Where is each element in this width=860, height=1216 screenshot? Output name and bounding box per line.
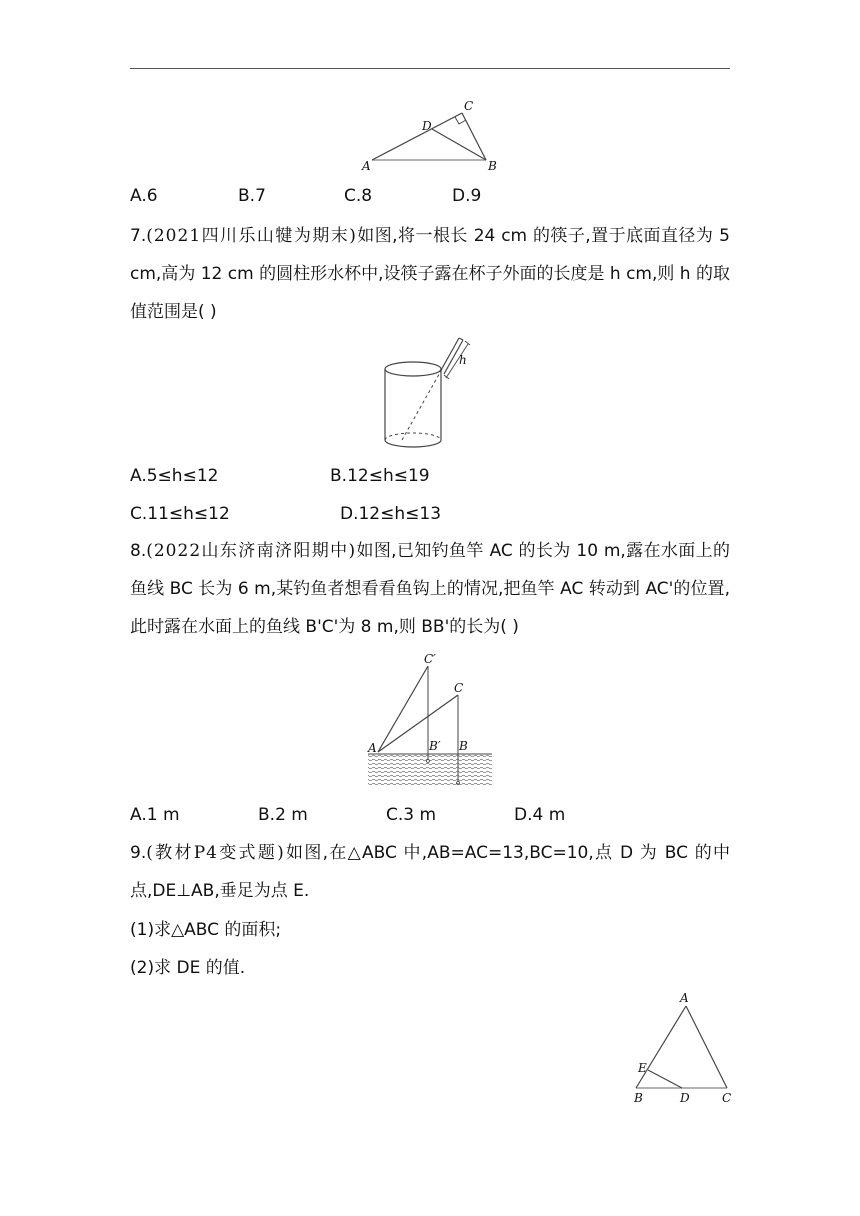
q9-number: 9. — [130, 843, 147, 863]
q9-label-d: D — [680, 1091, 690, 1105]
q7-options-row2 — [130, 502, 730, 526]
q7-text: 如图,将一根长 24 cm 的筷子,置于底面直径为 5 cm,高为 12 cm 的圆柱形水杯中,设筷子露在杯子外面的长度是 h cm,则 h 的取值范围是( ) — [130, 226, 730, 322]
q6-label-b: B — [488, 159, 497, 173]
q8-source: (2022山东济南济阳期中) — [146, 541, 357, 561]
q8-label-b-prime: B′ — [429, 739, 441, 753]
q9-label-e: E — [638, 1061, 647, 1075]
q8-options — [130, 803, 730, 827]
q7-option-c[interactable]: C.11≤h≤12 — [130, 504, 230, 524]
q7-source: (2021四川乐山犍为期末) — [146, 226, 357, 246]
q9-source: (教材P4变式题) — [146, 843, 285, 863]
q8-figure — [366, 650, 496, 790]
q6-option-a[interactable]: A.6 — [130, 186, 158, 206]
q9-sub1: (1)求△ABC 的面积; — [130, 920, 282, 940]
q7-figure — [380, 336, 490, 454]
q7-label-h: h — [459, 353, 467, 367]
q7-option-a[interactable]: A.5≤h≤12 — [130, 466, 219, 486]
q8-label-c: C — [454, 681, 464, 695]
q8-number: 8. — [130, 541, 147, 561]
q7-question — [130, 217, 730, 331]
q8-option-d[interactable]: D.4 m — [514, 805, 566, 825]
q6-options — [130, 184, 730, 208]
q8-label-c-prime: C′ — [424, 652, 436, 666]
q7-number: 7. — [130, 226, 147, 246]
q8-option-c[interactable]: C.3 m — [386, 805, 437, 825]
q8-label-a: A — [368, 741, 377, 755]
q9-label-c: C — [722, 1091, 732, 1105]
q9-sub2: (2)求 DE 的值. — [130, 958, 246, 978]
q8-option-b[interactable]: B.2 m — [258, 805, 308, 825]
q8-question — [130, 532, 730, 646]
q7-option-d[interactable]: D.12≤h≤13 — [340, 504, 442, 524]
q6-label-d: D — [422, 119, 432, 133]
q6-option-b[interactable]: B.7 — [238, 186, 266, 206]
header-rule — [130, 68, 730, 69]
q6-option-c[interactable]: C.8 — [344, 186, 373, 206]
q7-option-b[interactable]: B.12≤h≤19 — [330, 466, 430, 486]
q6-figure — [360, 98, 510, 176]
q7-options-row1 — [130, 464, 730, 488]
q9-figure — [628, 990, 740, 1108]
q6-label-c: C — [464, 99, 474, 113]
q9-label-b: B — [634, 1091, 643, 1105]
q9-label-a: A — [680, 991, 689, 1005]
q8-option-a[interactable]: A.1 m — [130, 805, 180, 825]
q6-option-d[interactable]: D.9 — [452, 186, 482, 206]
q9-question — [130, 834, 730, 910]
q6-label-a: A — [362, 159, 371, 173]
q9-text: 如图,在△ABC 中,AB=AC=13,BC=10,点 D 为 BC 的中点,DE⊥AB,垂足为点 E. — [130, 843, 730, 901]
q8-text: 如图,已知钓鱼竿 AC 的长为 10 m,露在水面上的鱼线 BC 长为 6 m,某钓鱼者想看看鱼钩上的情况,把鱼竿 AC 转动到 AC'的位置,此时露在水面上的鱼线 B'C'为 8 m,则 BB'的长为( ) — [130, 541, 730, 637]
q8-label-b: B — [459, 739, 468, 753]
